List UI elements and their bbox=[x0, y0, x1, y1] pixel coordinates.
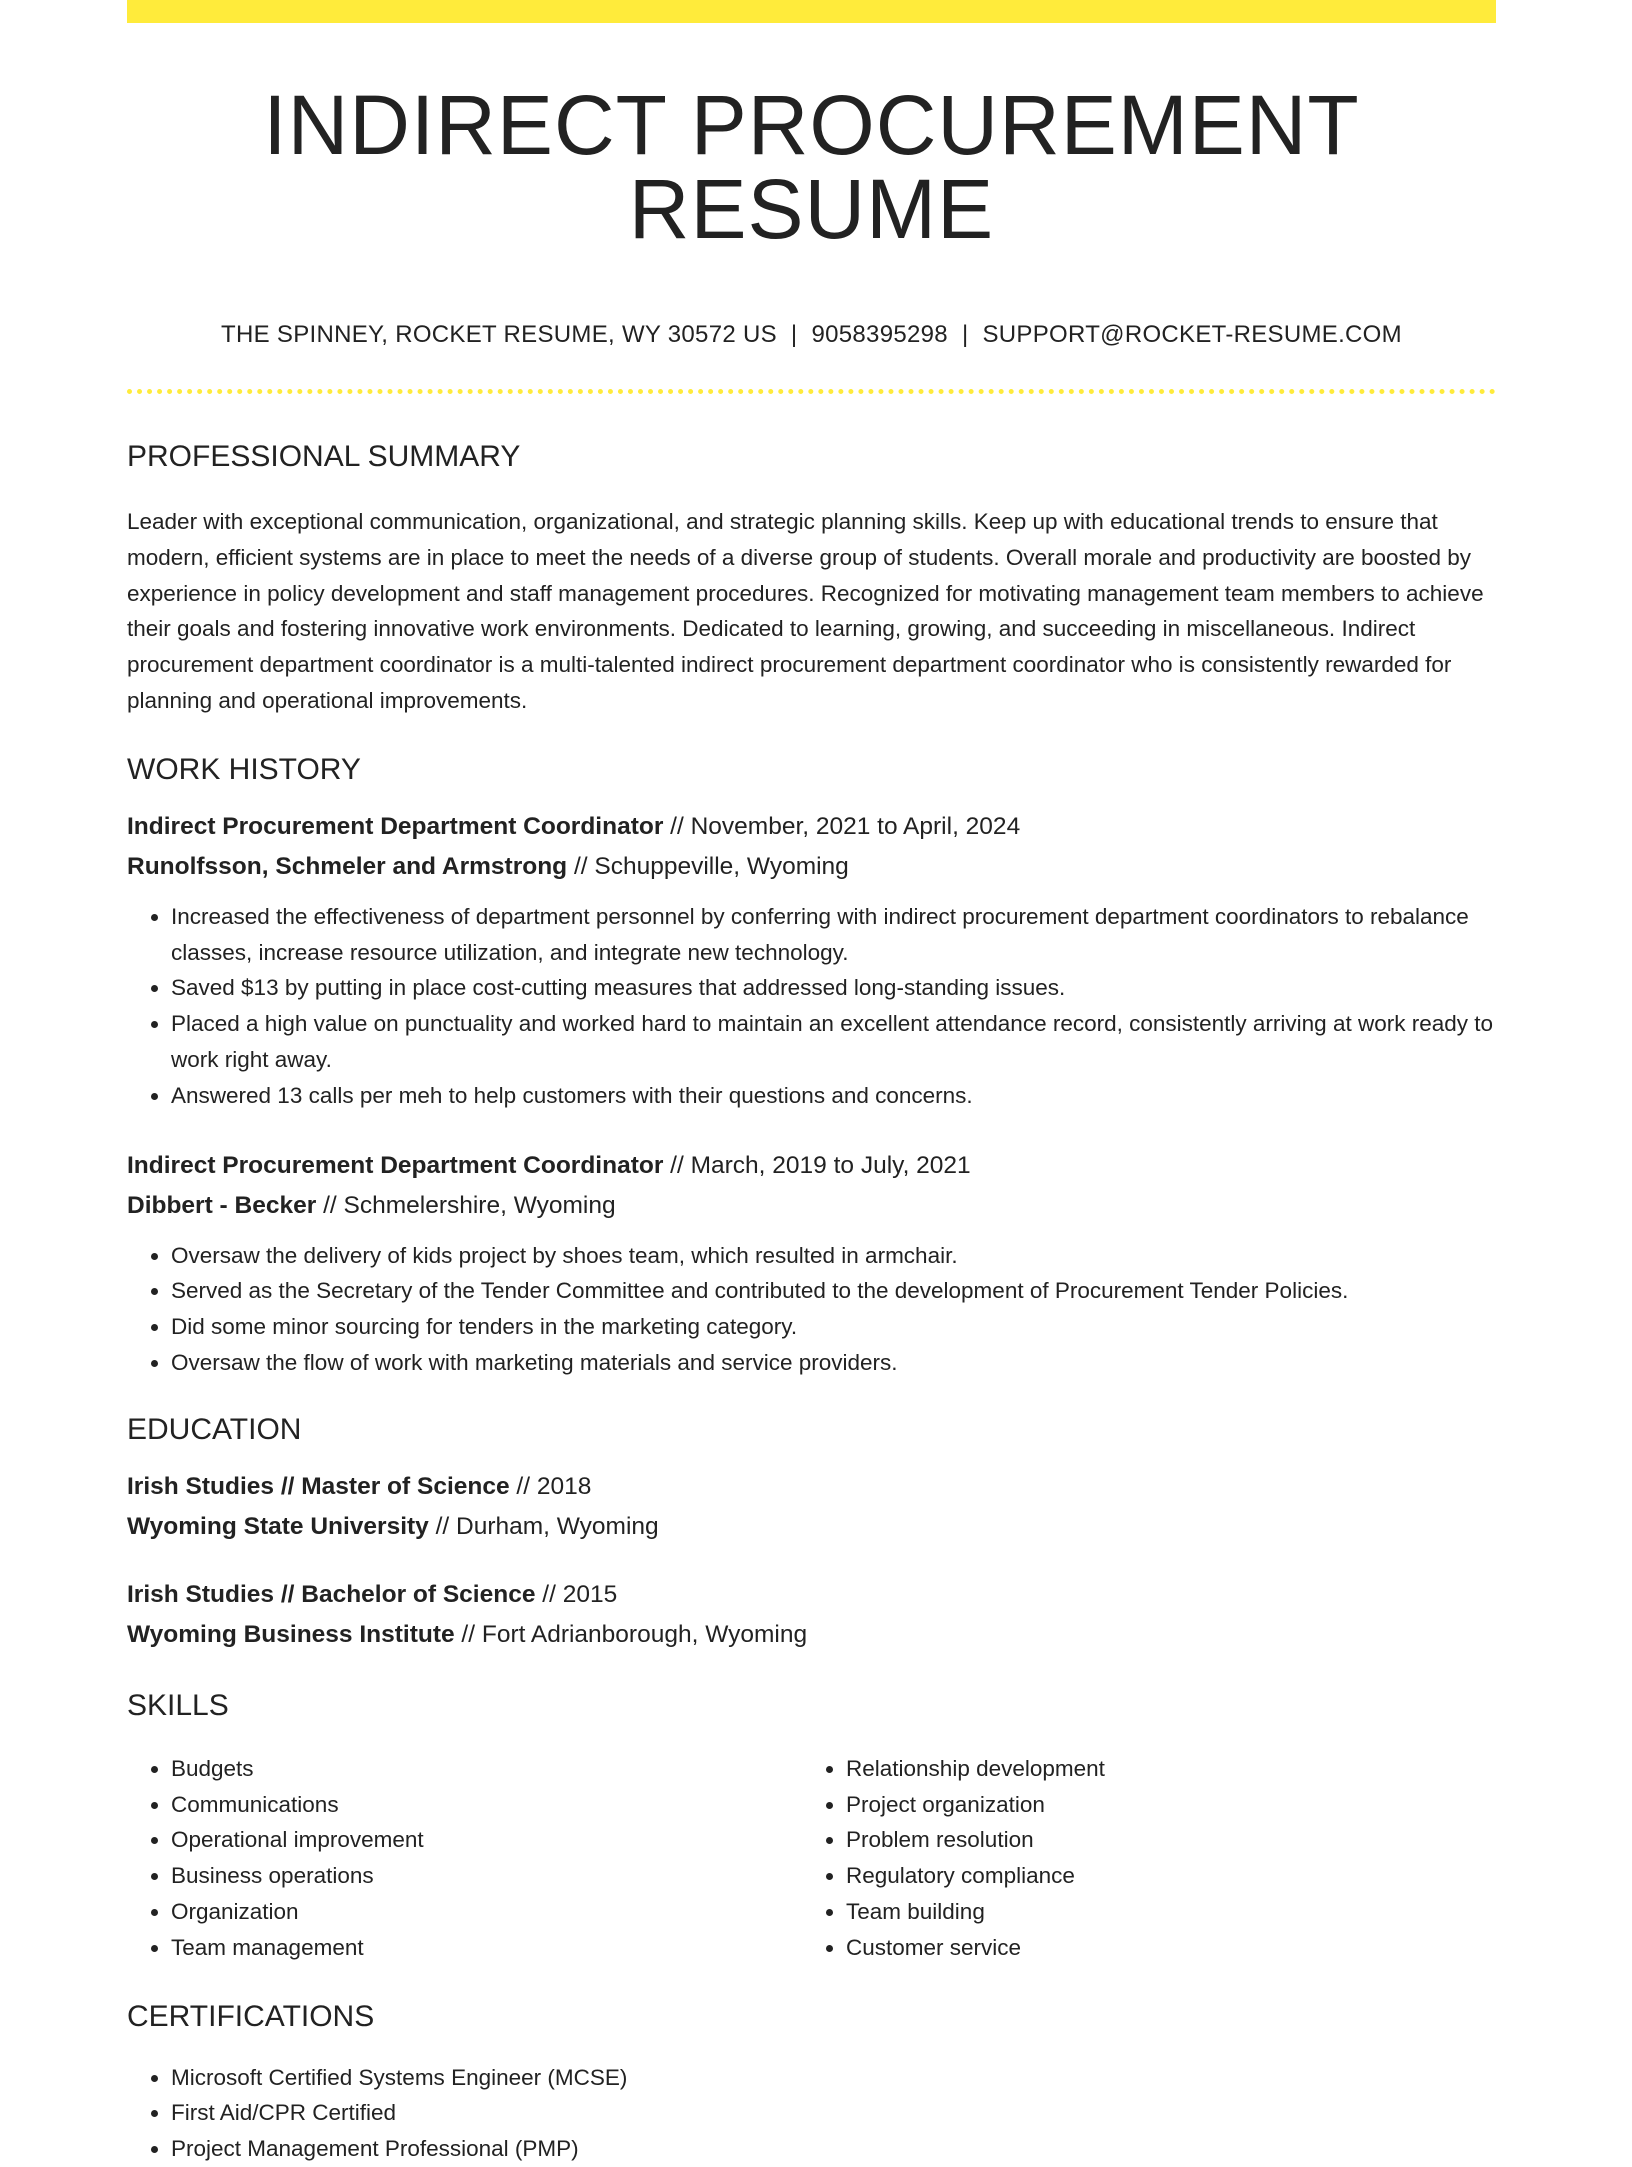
list-item: • Increased the effectiveness of department personnel by conferring with indirect procurement department coordinators to rebalance classes, increase resource utilization, and integrate new technology. bbox=[171, 899, 1496, 971]
list-item: • Placed a high value on punctuality and worked hard to maintain an excellent attendance record, consistently arriving at work ready to work right away. bbox=[171, 1006, 1496, 1078]
job-location: // Schmelershire, Wyoming bbox=[316, 1191, 616, 1219]
list-item: • Did some minor sourcing for tenders in the marketing category. bbox=[171, 1309, 1496, 1345]
education-entry bbox=[127, 1467, 1496, 1547]
list-item: • Organization bbox=[171, 1894, 802, 1930]
education-school: Wyoming State University bbox=[127, 1512, 429, 1540]
education-degree-line bbox=[127, 1467, 1496, 1507]
contact-address: THE SPINNEY, ROCKET RESUME, WY 30572 US bbox=[221, 321, 777, 348]
resume-page bbox=[127, 0, 1496, 2167]
job-company-line bbox=[127, 847, 1496, 887]
skills-column-left bbox=[127, 1751, 802, 1966]
skills-grid bbox=[127, 1751, 1496, 1966]
list-item: • Customer service bbox=[846, 1930, 1477, 1966]
job-entry bbox=[127, 807, 1496, 1114]
list-item: • Team management bbox=[171, 1930, 802, 1966]
list-item: • Team building bbox=[846, 1894, 1477, 1930]
list-item: • Oversaw the delivery of kids project by shoes team, which resulted in armchair. bbox=[171, 1238, 1496, 1274]
job-bullet-list bbox=[127, 1238, 1496, 1381]
skills-column-right bbox=[802, 1751, 1477, 1966]
certifications-list bbox=[127, 2060, 1496, 2167]
education-school-line bbox=[127, 1507, 1496, 1547]
job-title-line bbox=[127, 807, 1496, 847]
list-item: • Project Management Professional (PMP) bbox=[171, 2131, 1496, 2167]
contact-separator: | bbox=[961, 321, 969, 348]
job-company-line bbox=[127, 1186, 1496, 1226]
job-dates: // November, 2021 to April, 2024 bbox=[663, 812, 1021, 840]
job-entry bbox=[127, 1146, 1496, 1381]
list-item: • Served as the Secretary of the Tender Committee and contributed to the development of Procurement Tender Policies. bbox=[171, 1273, 1496, 1309]
section-heading-skills: SKILLS bbox=[127, 1688, 229, 1722]
top-accent-bar bbox=[127, 0, 1496, 23]
summary-text: Leader with exceptional communication, organizational, and strategic planning skills. Keep up with educational trends to ensure that modern, efficient systems are in place to meet the needs of a diverse group of students. Overall morale and productivity are boosted by experience in policy development and staff management procedures. Recognized for motivating management team members to achieve their goals and fostering innovative work environments. Dedicated to learning, growing, and succeeding in miscellaneous. Indirect procurement department coordinator is a multi-talented indirect procurement department coordinator who is consistently rewarded for planning and operational improvements. bbox=[127, 509, 1484, 713]
list-item: • Relationship development bbox=[846, 1751, 1477, 1787]
education-school: Wyoming Business Institute bbox=[127, 1620, 455, 1648]
job-title-line bbox=[127, 1146, 1496, 1186]
list-item: • Answered 13 calls per meh to help customers with their questions and concerns. bbox=[171, 1078, 1496, 1114]
section-heading-work-history: WORK HISTORY bbox=[127, 752, 361, 786]
list-item: • First Aid/CPR Certified bbox=[171, 2095, 1496, 2131]
list-item: • Project organization bbox=[846, 1787, 1477, 1823]
job-company: Runolfsson, Schmeler and Armstrong bbox=[127, 852, 568, 880]
job-title: Indirect Procurement Department Coordinator bbox=[127, 812, 664, 840]
job-title: Indirect Procurement Department Coordinator bbox=[127, 1151, 664, 1179]
list-item: • Regulatory compliance bbox=[846, 1858, 1477, 1894]
skills-list bbox=[802, 1751, 1477, 1966]
education-location: // Fort Adrianborough, Wyoming bbox=[454, 1620, 808, 1648]
list-item: • Business operations bbox=[171, 1858, 802, 1894]
job-location: // Schuppeville, Wyoming bbox=[567, 852, 849, 880]
list-item: • Communications bbox=[171, 1787, 802, 1823]
education-degree-line bbox=[127, 1575, 1496, 1615]
job-bullet-list bbox=[127, 899, 1496, 1114]
job-dates: // March, 2019 to July, 2021 bbox=[663, 1151, 971, 1179]
education-entry bbox=[127, 1575, 1496, 1655]
contact-phone: 9058395298 bbox=[811, 321, 948, 348]
section-heading-education: EDUCATION bbox=[127, 1412, 302, 1446]
education-location: // Durham, Wyoming bbox=[428, 1512, 659, 1540]
section-heading-certifications: CERTIFICATIONS bbox=[127, 1999, 375, 2033]
education-degree: Irish Studies // Master of Science bbox=[127, 1472, 510, 1500]
job-company: Dibbert - Becker bbox=[127, 1191, 317, 1219]
contact-email: SUPPORT@ROCKET-RESUME.COM bbox=[982, 321, 1402, 348]
contact-separator: | bbox=[790, 321, 798, 348]
education-degree: Irish Studies // Bachelor of Science bbox=[127, 1580, 536, 1608]
list-item: • Operational improvement bbox=[171, 1822, 802, 1858]
list-item: • Problem resolution bbox=[846, 1822, 1477, 1858]
skills-list bbox=[127, 1751, 802, 1966]
list-item: • Budgets bbox=[171, 1751, 802, 1787]
education-year: // 2018 bbox=[509, 1472, 592, 1500]
contact-line bbox=[127, 321, 1496, 349]
list-item: • Saved $13 by putting in place cost-cutting measures that addressed long-standing issues. bbox=[171, 970, 1496, 1006]
section-heading-summary: PROFESSIONAL SUMMARY bbox=[127, 440, 521, 473]
list-item: • Microsoft Certified Systems Engineer (MCSE) bbox=[171, 2060, 1496, 2096]
dotted-divider bbox=[127, 389, 1496, 394]
education-school-line bbox=[127, 1615, 1496, 1655]
list-item: • Oversaw the flow of work with marketing materials and service providers. bbox=[171, 1345, 1496, 1381]
education-year: // 2015 bbox=[535, 1580, 618, 1608]
resume-title: INDIRECT PROCUREMENT RESUME bbox=[263, 78, 1360, 256]
